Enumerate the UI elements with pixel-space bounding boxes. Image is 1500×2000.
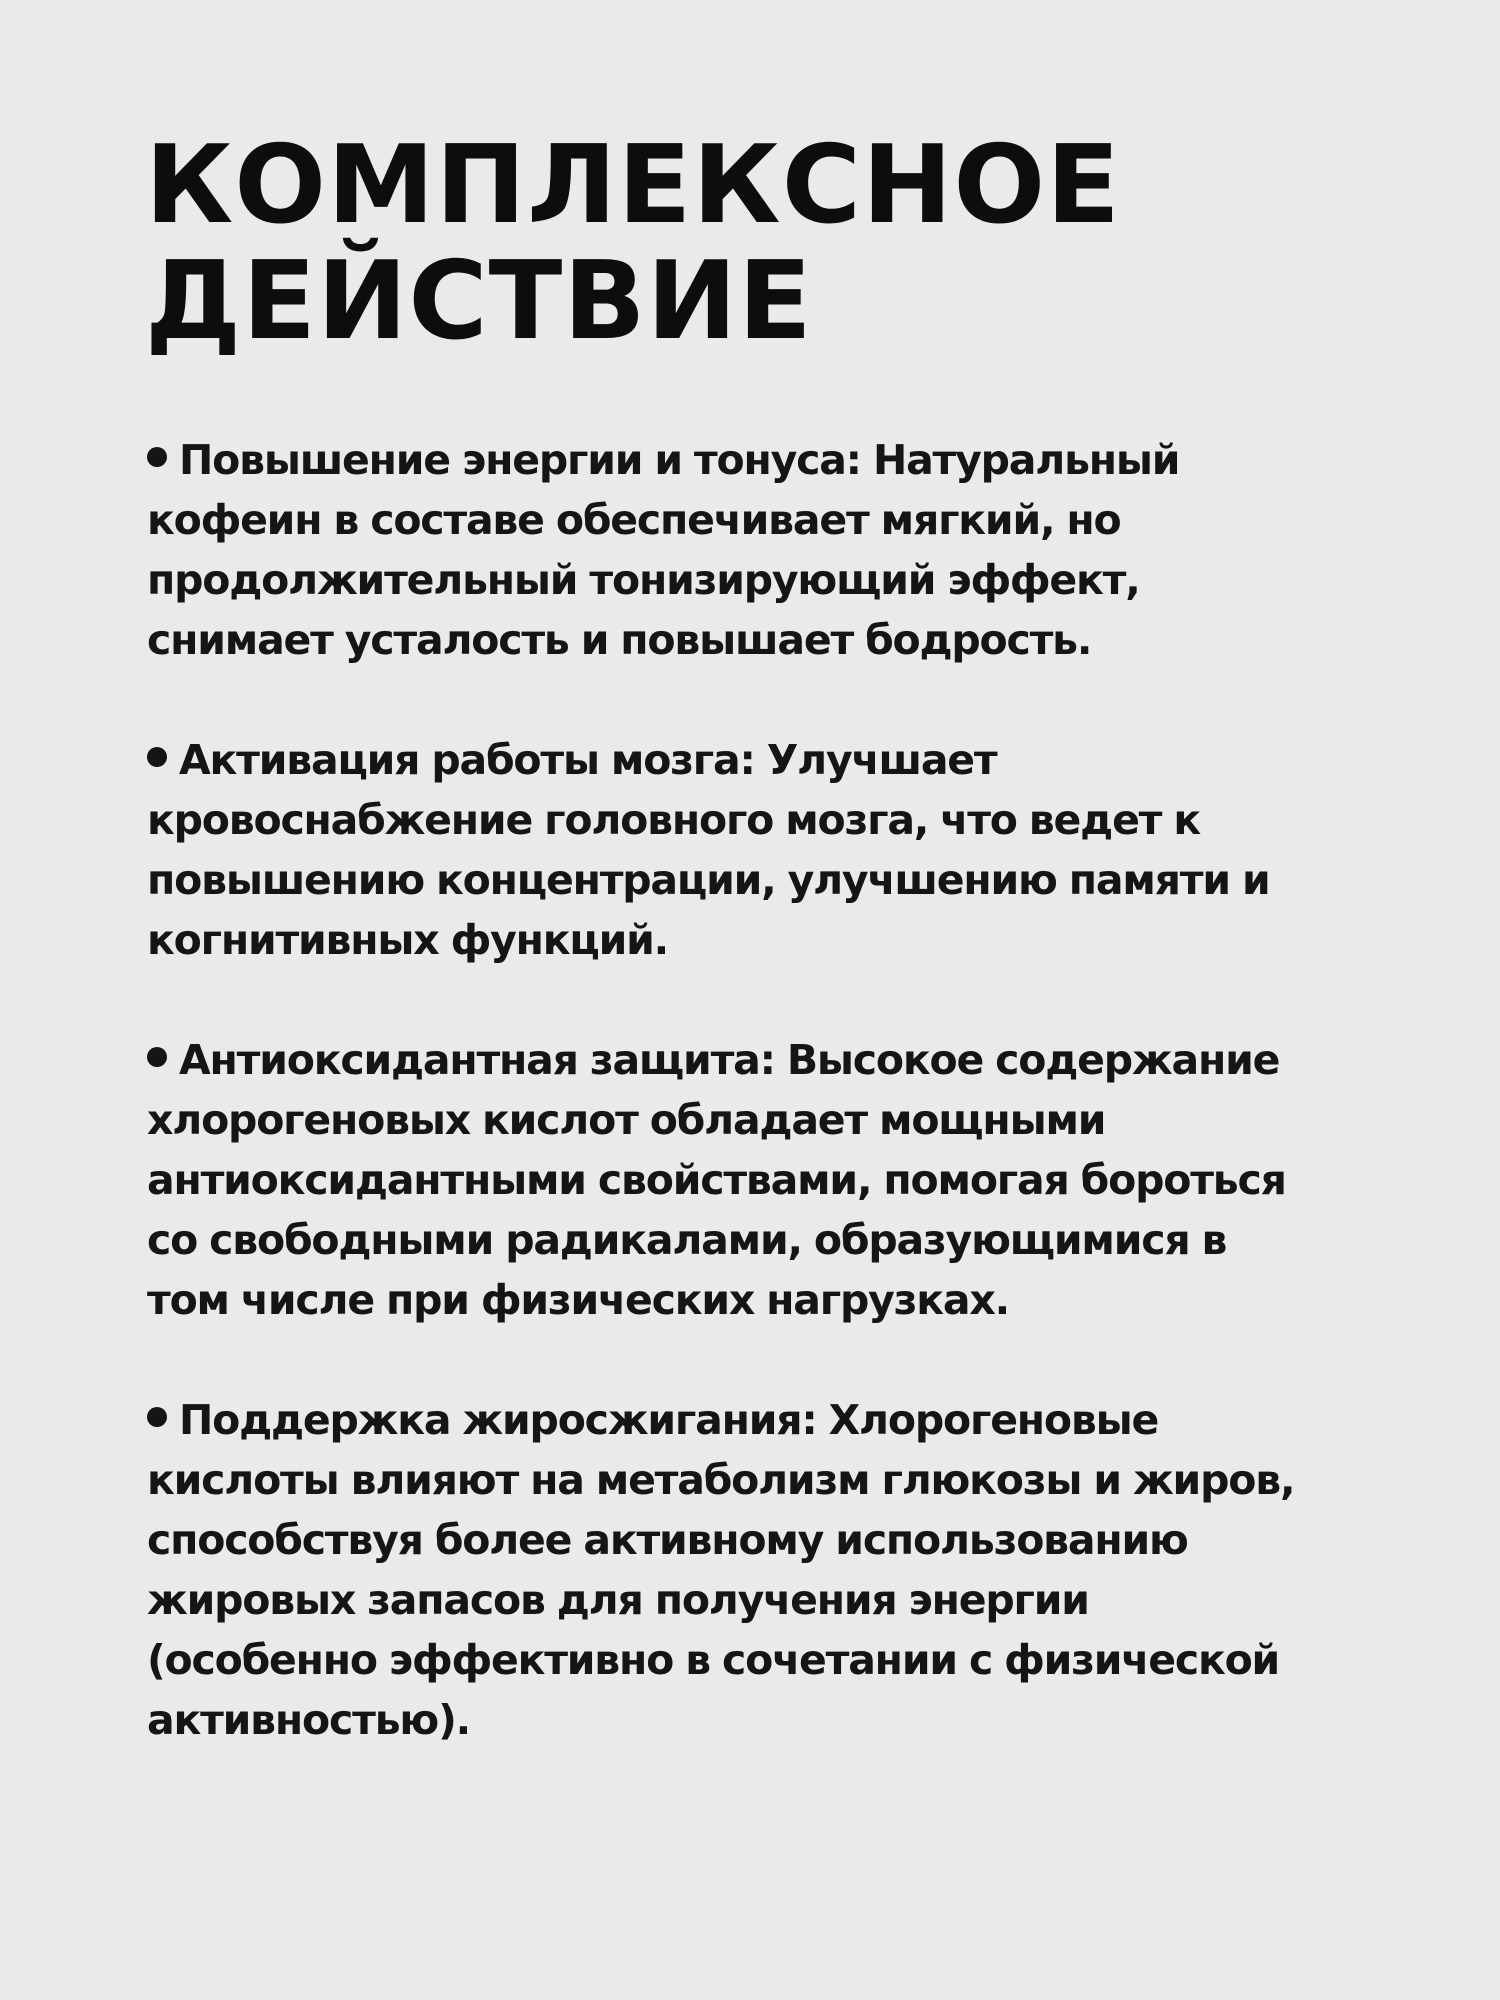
benefits-list — [147, 430, 1382, 1810]
text-line: антиоксидантными свойствами, помогая бороться — [147, 1156, 1286, 1204]
text-line: активностью). — [147, 1696, 470, 1744]
bullet-icon — [147, 747, 167, 767]
title-line: КОМПЛЕКСНОЕ — [145, 123, 1121, 248]
text-line: (особенно эффективно в сочетании с физической — [147, 1636, 1280, 1684]
text-line — [147, 1030, 1382, 1090]
text-line-content: Активация работы мозга: Улучшает — [179, 736, 997, 784]
text-line: том числе при физических нагрузках. — [147, 1276, 1010, 1324]
benefit-brain — [147, 730, 1382, 970]
benefit-energy — [147, 430, 1382, 670]
text-line-content: Повышение энергии и тонуса: Натуральный — [179, 436, 1180, 484]
text-line: кровоснабжение головного мозга, что ведет к — [147, 796, 1200, 844]
text-line — [147, 730, 1382, 790]
title-line: ДЕЙСТВИЕ — [145, 239, 813, 364]
text-line — [147, 1390, 1382, 1450]
page-title — [145, 123, 1405, 364]
text-line — [147, 430, 1382, 490]
text-line-content: Поддержка жиросжигания: Хлорогеновые — [179, 1396, 1159, 1444]
text-line: повышению концентрации, улучшению памяти и — [147, 856, 1270, 904]
benefit-fat-burning — [147, 1390, 1382, 1750]
text-line: кофеин в составе обеспечивает мягкий, но — [147, 496, 1121, 544]
text-line-content: Антиоксидантная защита: Высокое содержание — [179, 1036, 1280, 1084]
text-line: способствуя более активному использованию — [147, 1516, 1188, 1564]
text-line: когнитивных функций. — [147, 916, 669, 964]
bullet-icon — [147, 1407, 167, 1427]
text-line: продолжительный тонизирующий эффект, — [147, 556, 1140, 604]
bullet-icon — [147, 1047, 167, 1067]
bullet-icon — [147, 447, 167, 467]
text-line: кислоты влияют на метаболизм глюкозы и жиров, — [147, 1456, 1295, 1504]
benefit-antioxidant — [147, 1030, 1382, 1330]
text-line: жировых запасов для получения энергии — [147, 1576, 1089, 1624]
text-line: хлорогеновых кислот обладает мощными — [147, 1096, 1106, 1144]
text-line: снимает усталость и повышает бодрость. — [147, 616, 1092, 664]
text-line: со свободными радикалами, образующимися в — [147, 1216, 1227, 1264]
